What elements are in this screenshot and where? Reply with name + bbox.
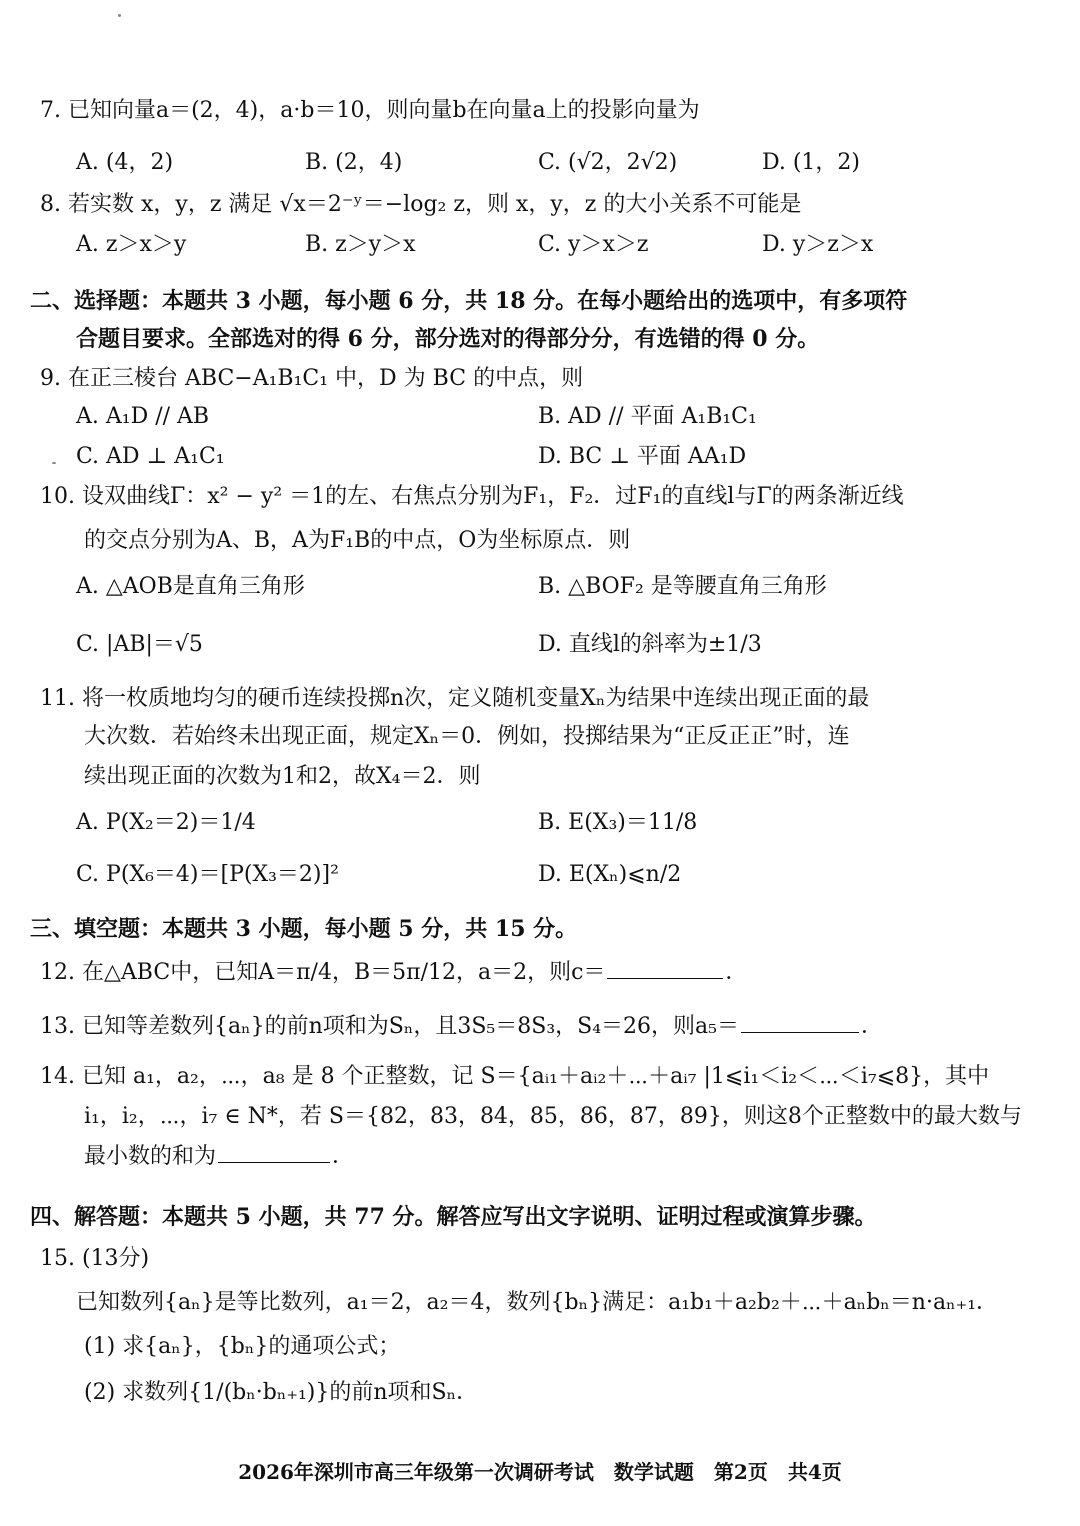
section2-heading: 二、选择题：本题共 3 小题，每小题 6 分，共 18 分。在每小题给出的选项中，有多项符 xyxy=(30,288,908,314)
q7-option-a: A. (4，2) xyxy=(76,150,174,175)
q13-end: ． xyxy=(860,1014,883,1039)
q13-line xyxy=(40,1014,883,1040)
q10-option-c: C. |AB|＝√5 xyxy=(76,632,203,657)
q7-option-b: B. (2，4) xyxy=(305,150,403,175)
q10-option-d: D. 直线l的斜率为±1/3 xyxy=(538,632,762,657)
q7-stem: 7. 已知向量a＝(2，4)，a·b＝10，则向量b在向量a上的投影向量为 xyxy=(40,98,700,123)
q13-answer-blank[interactable] xyxy=(741,1014,859,1033)
q13-stem: 13. 已知等差数列{aₙ}的前n项和为Sₙ，且3S₅＝8S₃，S₄＝26，则a₅＝ xyxy=(40,1014,739,1039)
q9-option-a: A. A₁D // AB xyxy=(76,404,210,429)
q15-part1: (1) 求{aₙ}，{bₙ}的通项公式； xyxy=(84,1334,401,1359)
q14-stem-cont2: 最小数的和为 xyxy=(84,1144,217,1169)
q9-stem: 9. 在正三棱台 ABC−A₁B₁C₁ 中，D 为 BC 的中点，则 xyxy=(40,366,584,391)
q11-stem-cont1: 大次数．若始终未出现正面，规定Xₙ＝0．例如，投掷结果为“正反正正”时，连 xyxy=(84,724,850,749)
q8-option-d: D. y＞z＞x xyxy=(762,232,874,257)
q12-end: ． xyxy=(725,960,748,985)
q14-stem: 14. 已知 a₁，a₂，⋯，a₈ 是 8 个正整数，记 S＝{aᵢ₁＋aᵢ₂＋⋯＋aᵢ₇ |1⩽i₁＜i₂＜⋯＜i₇⩽8}，其中 xyxy=(40,1064,990,1089)
q7-option-c: C. (√2，2√2) xyxy=(538,150,678,175)
q8-option-b: B. z＞y＞x xyxy=(305,232,416,257)
page-footer: 2026年深圳市高三年级第一次调研考试 数学试题 第2页 共4页 xyxy=(238,1460,842,1484)
q12-line xyxy=(40,960,747,986)
scan-speck xyxy=(52,462,56,464)
q11-option-b: B. E(X₃)＝11/8 xyxy=(538,810,698,835)
q12-stem: 12. 在△ABC中，已知A＝π/4，B＝5π/12，a＝2，则c＝ xyxy=(40,960,606,985)
q8-stem: 8. 若实数 x，y，z 满足 √x＝2⁻ʸ＝−log₂ z，则 x，y，z 的大小关系不可能是 xyxy=(40,192,802,217)
q10-stem: 10. 设双曲线Γ：x² − y² ＝1的左、右焦点分别为F₁，F₂．过F₁的直线l与Γ的两条渐近线 xyxy=(40,484,904,509)
section3-heading: 三、填空题：本题共 3 小题，每小题 5 分，共 15 分。 xyxy=(30,916,578,942)
section2-heading-cont: 合题目要求。全部选对的得 6 分，部分选对的得部分分，有选错的得 0 分。 xyxy=(76,326,820,352)
scan-speck xyxy=(118,14,121,17)
q15-header: 15. (13分) xyxy=(40,1246,150,1271)
q11-option-a: A. P(X₂＝2)＝1/4 xyxy=(76,810,256,835)
q14-answer-blank[interactable] xyxy=(218,1144,330,1163)
q9-option-d: D. BC ⊥ 平面 AA₁D xyxy=(538,444,747,469)
section4-heading: 四、解答题：本题共 5 小题，共 77 分。解答应写出文字说明、证明过程或演算步骤。 xyxy=(30,1204,877,1230)
q8-option-a: A. z＞x＞y xyxy=(76,232,187,257)
q8-option-c: C. y＞x＞z xyxy=(538,232,649,257)
q15-stem: 已知数列{aₙ}是等比数列，a₁＝2，a₂＝4，数列{bₙ}满足：a₁b₁＋a₂b₂＋⋯＋aₙbₙ＝n·aₙ₊₁． xyxy=(76,1290,999,1315)
q9-option-c: C. AD ⊥ A₁C₁ xyxy=(76,444,225,469)
q10-option-b: B. △BOF₂ 是等腰直角三角形 xyxy=(538,574,827,599)
q9-option-b: B. AD // 平面 A₁B₁C₁ xyxy=(538,404,757,429)
q10-option-a: A. △AOB是直角三角形 xyxy=(76,574,305,599)
q14-end: ． xyxy=(332,1144,355,1169)
q11-stem-cont2: 续出现正面的次数为1和2，故X₄＝2．则 xyxy=(84,764,481,789)
q15-part2: (2) 求数列{1/(bₙ·bₙ₊₁)}的前n项和Sₙ． xyxy=(84,1380,479,1405)
q12-answer-blank[interactable] xyxy=(607,960,723,979)
q11-option-c: C. P(X₆＝4)＝[P(X₃＝2)]² xyxy=(76,862,339,887)
q14-line3 xyxy=(84,1144,354,1170)
q10-stem-cont: 的交点分别为A、B，A为F₁B的中点，O为坐标原点．则 xyxy=(84,528,631,553)
q7-option-d: D. (1，2) xyxy=(762,150,861,175)
q14-stem-cont: i₁，i₂，⋯，i₇ ∈ N*，若 S＝{82，83，84，85，86，87，89}，则这8个正整数中的最大数与 xyxy=(84,1104,1022,1129)
q11-stem: 11. 将一枚质地均匀的硬币连续投掷n次，定义随机变量Xₙ为结果中连续出现正面的最 xyxy=(40,686,870,711)
q11-option-d: D. E(Xₙ)⩽n/2 xyxy=(538,862,682,887)
